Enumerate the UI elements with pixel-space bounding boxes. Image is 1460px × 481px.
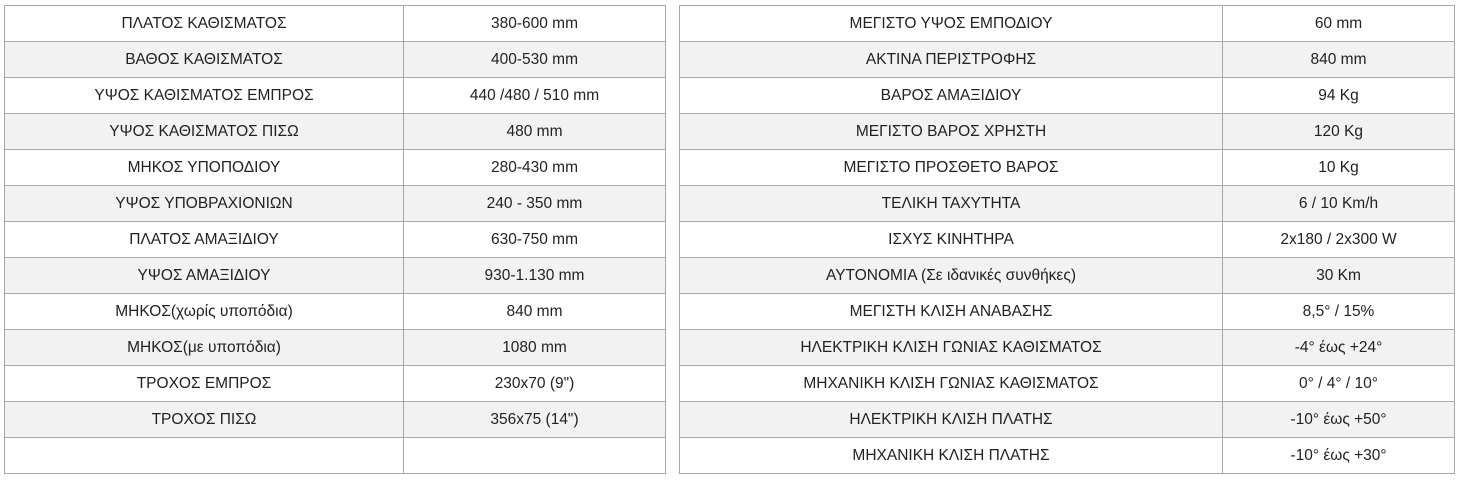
spec-value: 94 Kg: [1223, 78, 1455, 114]
table-row: [5, 330, 666, 366]
spec-value: 10 Kg: [1223, 150, 1455, 186]
table-row: [680, 78, 1455, 114]
table-row: [680, 114, 1455, 150]
spec-label: ΜΕΓΙΣΤΟ ΠΡΟΣΘΕΤΟ ΒΑΡΟΣ: [680, 150, 1223, 186]
spec-label: ΜΕΓΙΣΤΗ ΚΛΙΣΗ ΑΝΑΒΑΣΗΣ: [680, 294, 1223, 330]
spec-value: -4° έως +24°: [1223, 330, 1455, 366]
spec-label: ΠΛΑΤΟΣ ΑΜΑΞΙΔΙΟΥ: [5, 222, 404, 258]
table-row: [5, 150, 666, 186]
spec-value: 400-530 mm: [404, 42, 666, 78]
table-row: [5, 114, 666, 150]
spec-value: 60 mm: [1223, 6, 1455, 42]
spec-label: ΥΨΟΣ ΚΑΘΙΣΜΑΤΟΣ ΕΜΠΡΟΣ: [5, 78, 404, 114]
spec-value: 630-750 mm: [404, 222, 666, 258]
table-row: [680, 42, 1455, 78]
spec-label: ΤΡΟΧΟΣ ΕΜΠΡΟΣ: [5, 366, 404, 402]
table-row: [5, 78, 666, 114]
spec-value: 280-430 mm: [404, 150, 666, 186]
table-row: [680, 222, 1455, 258]
spec-label: ΒΑΡΟΣ ΑΜΑΞΙΔΙΟΥ: [680, 78, 1223, 114]
spec-label: [5, 438, 404, 474]
table-row: [5, 42, 666, 78]
spec-value: -10° έως +30°: [1223, 438, 1455, 474]
specs-table-left: [4, 5, 666, 474]
spec-label: ΜΗΚΟΣ(με υποπόδια): [5, 330, 404, 366]
spec-label: ΜΕΓΙΣΤΟ ΥΨΟΣ ΕΜΠΟΔΙΟΥ: [680, 6, 1223, 42]
spec-label: ΥΨΟΣ ΥΠΟΒΡΑΧΙΟΝΙΩΝ: [5, 186, 404, 222]
spec-value: 120 Kg: [1223, 114, 1455, 150]
table-row: [5, 294, 666, 330]
spec-label: ΜΗΚΟΣ(χωρίς υποπόδια): [5, 294, 404, 330]
table-row: [680, 330, 1455, 366]
table-row: [5, 258, 666, 294]
table-row: [680, 438, 1455, 474]
table-row: [680, 366, 1455, 402]
spec-label: ΙΣΧΥΣ ΚΙΝΗΤΗΡΑ: [680, 222, 1223, 258]
spec-value: 2x180 / 2x300 W: [1223, 222, 1455, 258]
table-row: [680, 402, 1455, 438]
spec-value: 840 mm: [1223, 42, 1455, 78]
spec-label: ΜΗΧΑΝΙΚΗ ΚΛΙΣΗ ΠΛΑΤΗΣ: [680, 438, 1223, 474]
spec-label: ΑΚΤΙΝΑ ΠΕΡΙΣΤΡΟΦΗΣ: [680, 42, 1223, 78]
spec-value: 6 / 10 Km/h: [1223, 186, 1455, 222]
spec-label: ΜΗΧΑΝΙΚΗ ΚΛΙΣΗ ΓΩΝΙΑΣ ΚΑΘΙΣΜΑΤΟΣ: [680, 366, 1223, 402]
spec-value: 1080 mm: [404, 330, 666, 366]
table-row: [680, 294, 1455, 330]
spec-value: 240 - 350 mm: [404, 186, 666, 222]
spec-label: ΑΥΤΟΝΟΜΙΑ (Σε ιδανικές συνθήκες): [680, 258, 1223, 294]
table-row: [680, 150, 1455, 186]
spec-label: ΜΗΚΟΣ ΥΠΟΠΟΔΙΟΥ: [5, 150, 404, 186]
table-row: [680, 186, 1455, 222]
spec-label: ΤΡΟΧΟΣ ΠΙΣΩ: [5, 402, 404, 438]
table-row: [680, 6, 1455, 42]
spec-value: [404, 438, 666, 474]
spec-value: 8,5° / 15%: [1223, 294, 1455, 330]
spec-label: ΗΛΕΚΤΡΙΚΗ ΚΛΙΣΗ ΓΩΝΙΑΣ ΚΑΘΙΣΜΑΤΟΣ: [680, 330, 1223, 366]
spec-label: ΤΕΛΙΚΗ ΤΑΧΥΤΗΤΑ: [680, 186, 1223, 222]
table-row: [5, 402, 666, 438]
spec-value: 356x75 (14"): [404, 402, 666, 438]
spec-value: 930-1.130 mm: [404, 258, 666, 294]
spec-label: ΠΛΑΤΟΣ ΚΑΘΙΣΜΑΤΟΣ: [5, 6, 404, 42]
spec-label: ΗΛΕΚΤΡΙΚΗ ΚΛΙΣΗ ΠΛΑΤΗΣ: [680, 402, 1223, 438]
table-row: [5, 438, 666, 474]
spec-label: ΜΕΓΙΣΤΟ ΒΑΡΟΣ ΧΡΗΣΤΗ: [680, 114, 1223, 150]
spec-value: 30 Km: [1223, 258, 1455, 294]
table-row: [680, 258, 1455, 294]
spec-value: 380-600 mm: [404, 6, 666, 42]
spec-value: 230x70 (9"): [404, 366, 666, 402]
spec-value: 440 /480 / 510 mm: [404, 78, 666, 114]
spec-label: ΥΨΟΣ ΚΑΘΙΣΜΑΤΟΣ ΠΙΣΩ: [5, 114, 404, 150]
spec-value: -10° έως +50°: [1223, 402, 1455, 438]
spec-value: 840 mm: [404, 294, 666, 330]
table-row: [5, 6, 666, 42]
specs-table-left-body: [5, 6, 666, 474]
specs-table-right-body: [680, 6, 1455, 474]
spec-label: ΥΨΟΣ ΑΜΑΞΙΔΙΟΥ: [5, 258, 404, 294]
table-row: [5, 186, 666, 222]
spec-value: 480 mm: [404, 114, 666, 150]
table-row: [5, 366, 666, 402]
table-row: [5, 222, 666, 258]
spec-label: ΒΑΘΟΣ ΚΑΘΙΣΜΑΤΟΣ: [5, 42, 404, 78]
spec-value: 0° / 4° / 10°: [1223, 366, 1455, 402]
specs-table-right: [679, 5, 1455, 474]
